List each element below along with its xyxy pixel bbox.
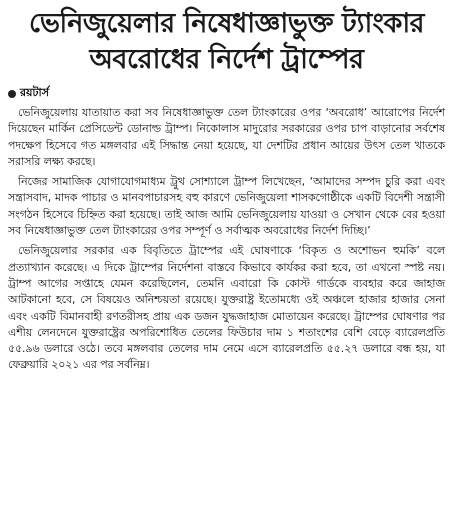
headline-line-1: ভেনিজুয়েলার নিষেধাজ্ঞাভুক্ত ট্যাংকার	[28, 8, 425, 39]
source-label: রয়টার্স	[20, 86, 49, 99]
article-body	[8, 105, 445, 374]
paragraph-1: ভেনিজুয়েলায় যাতায়াত করা সব নিষেধাজ্ঞাভুক্ত তেল ট্যাংকারের ওপর ‘অবরোধ’ আরোপের নির্দেশ দিয়েছেন মার্কিন প্রেসিডেন্ট ডোনাল্ড ট্রাম্প। নিকোলাস মাদুরোর সরকারের ওপর চাপ বাড়ানোর সর্বশেষ পদক্ষেপ হিসেবে গত মঙ্গলবার এই সিদ্ধান্ত নেয়া হয়েছে, যা দেশটির প্রধান আয়ের উৎস তেল খাতকে সরাসরি লক্ষ্য করছে।	[8, 106, 445, 168]
paragraph-3: ভেনিজুয়েলার সরকার এক বিবৃতিতে ট্রাম্পের এই ঘোষণাকে ‘বিকৃত ও অশোভন হুমকি’ বলে প্রত্যাখ্যান করেছে। এ দিকে ট্রাম্পের নির্দেশনা বাস্তবে কিভাবে কার্যকর করা হবে, তা এখনো স্পষ্ট নয়। ট্রাম্প আগের সপ্তাহে যেমন করেছিলেন, তেমনি এবারো কি কোস্ট গার্ডকে ব্যবহার করে জাহাজ আটকানো হবে, সে বিষয়েও অনিশ্চয়তা রয়েছে। যুক্তরাষ্ট্র ইতোমধ্যে ওই অঞ্চলে হাজার হাজার সেনা এবং একটি বিমানবাহী রণতরীসহ প্রায় এক ডজন যুদ্ধজাহাজ মোতায়েন করেছে। ট্রাম্পের ঘোষণার পর এশীয় লেনদেনে যুক্তরাষ্ট্রের অপরিশোধিত তেলের ফিউচার দাম ১ শতাংশের বেশি বেড়ে ব্যারেলপ্রতি ৫৫.৯৬ ডলারে ওঠে। তবে মঙ্গলবার তেলের দাম নেমে এসে ব্যারেলপ্রতি ৫৫.২৭ ডলারে বন্ধ হয়, যা ফেব্রুয়ারি ২০২১ এর পর সর্বনিম্ন।	[8, 244, 445, 372]
paragraph-2: নিজের সামাজিক যোগাযোগমাধ্যম ট্রুথ সোশ্যালে ট্রাম্প লিখেছেন, ‘আমাদের সম্পদ চুরি করা এবং সন্ত্রাসবাদ, মাদক পাচার ও মানবপাচারসহ বহু কারণে ভেনিজুয়েলা শাসকগোষ্ঠীকে একটি বিদেশী সন্ত্রাসী সংগঠন হিসেবে চিহ্নিত করা হয়েছে। তাই আজ আমি ভেনিজুয়েলায় যাওয়া ও সেখান থেকে বের হওয়া সব নিষেধাজ্ঞাভুক্ত তেল ট্যাংকারের ওপর সম্পূর্ণ ও সর্বাত্মক অবরোধের নির্দেশ দিচ্ছি।’	[8, 175, 445, 238]
bullet-icon	[8, 90, 16, 98]
headline	[6, 6, 447, 78]
source-credit	[8, 84, 447, 103]
headline-line-2: অবরোধের নির্দেশ ট্রাম্পের	[89, 44, 364, 75]
